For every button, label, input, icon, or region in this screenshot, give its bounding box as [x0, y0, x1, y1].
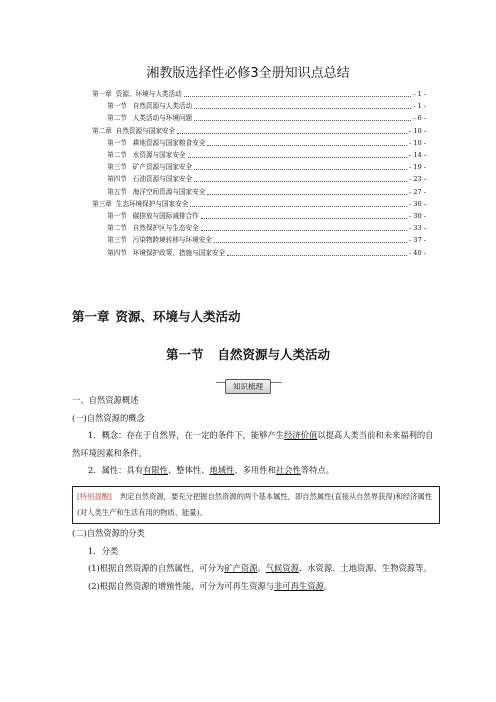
text-run: 、	[257, 563, 266, 573]
heading-resources-overview: 一、自然资源概述	[72, 395, 139, 405]
underlined-term: 地域性	[209, 465, 235, 475]
paragraph-attributes	[72, 462, 434, 480]
toc-entry-page: - 19 -	[408, 163, 426, 172]
knowledge-badge: 知识梳理	[225, 379, 271, 394]
toc-entry[interactable]	[107, 148, 426, 160]
toc-entry-page: - 33 -	[408, 224, 426, 233]
paragraph-concept	[72, 427, 434, 462]
underlined-term: 有限性	[143, 465, 168, 475]
special-reminder-box	[72, 486, 440, 524]
reminder-text: 判定自然资源，要充分把握自然资源的两个基本属性，即自然属性(直接从自然界获得)和经济属性(对人类生产和生活有用的物质、能量)。	[77, 492, 433, 517]
toc-entry-title: 耕地资源与国家粮食安全	[132, 138, 206, 147]
text-run: (1)根据自然资源的自然属性，可分为	[88, 563, 225, 573]
toc-leader-dots	[214, 241, 407, 243]
toc-entry-title: 自然资源与国家安全	[115, 126, 176, 135]
toc-entry-number: 第一节	[107, 102, 127, 111]
toc-entry-number: 第五节	[107, 187, 127, 196]
toc-entry-number: 第一节	[107, 138, 127, 147]
toc-entry-title: 自然资源与人类活动	[132, 102, 193, 111]
reminder-tag: [特别提醒]	[77, 492, 112, 501]
toc-leader-dots	[227, 254, 407, 256]
toc-entry-title: 海洋空间资源与国家安全	[132, 187, 206, 196]
toc-entry[interactable]	[107, 111, 426, 123]
toc-leader-dots	[194, 168, 407, 170]
text-run: 。	[323, 580, 333, 591]
toc-entry-title: 生态环境保护与国家安全	[115, 199, 189, 208]
toc-entry[interactable]	[107, 99, 426, 111]
toc-entry-page: - 14 -	[408, 151, 426, 159]
underlined-term: 社会性	[275, 465, 301, 475]
text-run: (2)根据自然资源的增殖性能，可分为可再生资源与	[88, 580, 274, 591]
toc-entry-title: 水资源与国家安全	[132, 151, 186, 159]
underlined-term: 矿产资源	[224, 563, 258, 573]
chapter-title: 资源、环境与人类活动	[115, 309, 241, 324]
toc-entry-page: - 10 -	[408, 138, 426, 147]
toc-entry-number: 第二章	[92, 126, 112, 135]
toc-entry-page: - 27 -	[408, 187, 426, 196]
body-upper	[72, 392, 434, 480]
text-run: 、多用性和	[234, 465, 276, 475]
text-run: 1．概念：存在于自然界，在一定的条件下，能够产生	[88, 430, 285, 440]
toc-entry[interactable]	[107, 185, 426, 197]
subheading-concept: (一)自然资源的概念	[72, 412, 145, 423]
toc-entry-number: 第二节	[107, 151, 127, 159]
toc-leader-dots	[190, 205, 407, 207]
underlined-term: 气候资源	[265, 563, 299, 573]
toc-entry[interactable]	[107, 172, 426, 184]
toc-leader-dots	[184, 95, 411, 97]
underlined-term: 非可再生资源	[274, 580, 324, 591]
toc-entry[interactable]	[107, 233, 426, 245]
underlined-term: 经济价值	[284, 430, 318, 440]
toc-leader-dots	[201, 217, 407, 219]
toc-entry-title: 人类活动与环境问题	[132, 114, 193, 123]
toc-entry-page: - 30 -	[408, 212, 426, 220]
toc-leader-dots	[201, 229, 407, 231]
toc-entry-number: 第一节	[107, 212, 127, 220]
toc-entry-title: 石油资源与国家安全	[132, 175, 193, 184]
toc-entry-number: 第四节	[107, 175, 127, 184]
toc-entry-title: 碳排放与国际减排合作	[132, 212, 199, 220]
toc-leader-dots	[207, 144, 407, 146]
toc-entry-number: 第三章	[92, 199, 112, 208]
subheading-classification: (二)自然资源的分类	[72, 528, 145, 538]
text-run: 、水资源、土地资源、生物资源等。	[298, 563, 432, 573]
toc-entry[interactable]	[107, 136, 426, 148]
chapter-heading	[72, 307, 241, 325]
paragraph-renewability	[72, 578, 434, 596]
toc-entry-title: 环境保护政策、措施与国家安全	[132, 248, 226, 257]
toc-entry-number: 第二节	[107, 114, 127, 123]
text-run: 以提高人类当前和未来福利的自然环境因素和条件。	[72, 430, 434, 458]
text-run: 、整体性、	[167, 465, 210, 475]
toc-entry[interactable]	[92, 197, 426, 209]
toc-entry[interactable]	[107, 160, 426, 172]
badge-container	[0, 374, 496, 394]
toc-entry-page: - 37 -	[408, 236, 426, 245]
classification-label: 1．分类	[88, 545, 119, 556]
text-run: 2．属性：具有	[88, 465, 144, 475]
toc-entry-title: 矿产资源与国家安全	[132, 163, 193, 172]
toc-entry[interactable]	[92, 87, 426, 99]
toc-leader-dots	[194, 180, 407, 182]
toc-leader-dots	[177, 132, 407, 134]
toc-entry-title: 污染物跨境转移与环境安全	[132, 236, 212, 245]
toc-leader-dots	[194, 107, 411, 109]
toc-entry[interactable]	[107, 209, 426, 221]
toc-entry-page: - 23 -	[408, 175, 426, 184]
toc-entry-number: 第一章	[92, 90, 112, 98]
chapter-number: 第一章	[72, 309, 110, 324]
toc-entry-page: - 6 -	[413, 114, 426, 123]
toc-entry-title: 自然保护区与生态安全	[132, 224, 199, 233]
toc-entry[interactable]	[107, 221, 426, 233]
toc-entry[interactable]	[107, 246, 426, 258]
body-lower	[72, 525, 434, 595]
toc-entry[interactable]	[92, 124, 426, 136]
text-run: 等特点。	[300, 465, 334, 475]
toc-entry-page: - 40 -	[408, 248, 426, 257]
section-title: 自然资源与人类活动	[217, 347, 331, 362]
toc-leader-dots	[207, 193, 407, 195]
toc-entry-number: 第三节	[107, 163, 127, 172]
toc-entry-number: 第二节	[107, 224, 127, 233]
toc-leader-dots	[194, 119, 411, 121]
toc-entry-page: - 1 -	[413, 102, 426, 111]
toc-entry-title: 资源、环境与人类活动	[115, 90, 182, 98]
document-title: 湘教版选择性必修3全册知识点总结	[146, 66, 350, 81]
toc-entry-number: 第三节	[107, 236, 127, 245]
toc-entry-page: - 30 -	[408, 199, 426, 208]
toc-entry-page: - 10 -	[408, 126, 426, 135]
toc-leader-dots	[188, 156, 407, 158]
toc-entry-page: - 1 -	[413, 90, 426, 98]
section-heading	[0, 345, 496, 363]
section-number: 第一节	[165, 347, 204, 362]
paragraph-natural-attribute	[72, 560, 434, 578]
toc-entry-number: 第四节	[107, 248, 127, 257]
